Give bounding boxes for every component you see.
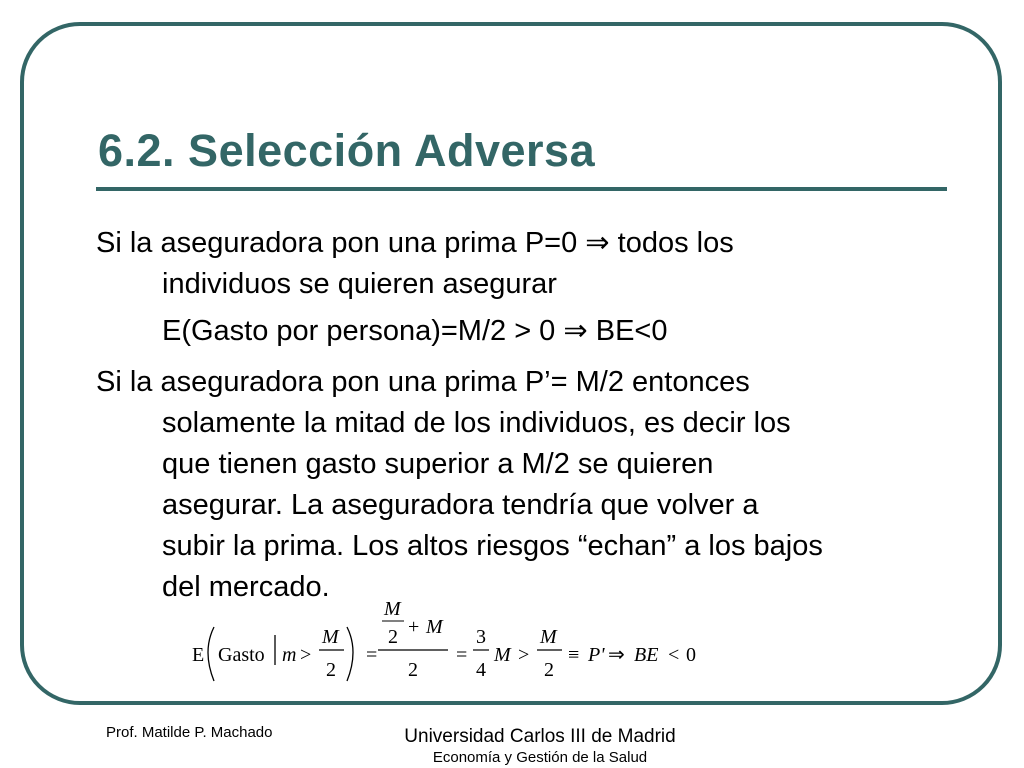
footer-author: Prof. Matilde P. Machado <box>106 724 273 741</box>
formula-gasto: Gasto <box>218 644 265 666</box>
formula-lt: < <box>668 644 680 666</box>
bullet-2-line-2: solamente la mitad de los individuos, es decir los <box>162 407 791 439</box>
formula-svg <box>182 595 742 695</box>
formula-zero: 0 <box>686 644 696 666</box>
formula-be: BE <box>634 644 659 666</box>
formula-frac3-den: 4 <box>476 659 486 681</box>
formula-gt-2: > <box>518 644 530 666</box>
formula-plus: + <box>408 616 420 638</box>
title-underline <box>96 187 947 191</box>
formula-m-2: M <box>494 644 511 666</box>
formula-equiv: ≡ <box>568 644 580 666</box>
formula-gt-1: > <box>300 644 312 666</box>
formula-implies: ⇒ <box>608 644 625 666</box>
formula-eq-2: = <box>456 644 468 666</box>
formula-e: E <box>192 644 205 666</box>
formula-m: m <box>282 644 297 666</box>
formula-frac4-den: 2 <box>544 659 554 681</box>
bullet-2 <box>96 362 966 608</box>
formula-eq-1: = <box>366 644 378 666</box>
bullet-2-line-1: Si la aseguradora pon una prima P’= M/2 entonces <box>96 366 750 398</box>
formula-right-paren <box>347 627 353 681</box>
formula-frac1-num: M <box>322 626 339 648</box>
bullet-1-line-2: individuos se quieren asegurar <box>162 268 557 300</box>
formula-inner-num: M <box>384 598 401 620</box>
footer-course: Economía y Gestión de la Salud <box>432 749 648 766</box>
bullet-1-sub: E(Gasto por persona)=M/2 > 0 ⇒ BE<0 <box>162 315 668 347</box>
formula-inner-den: 2 <box>388 626 398 648</box>
bullet-2-line-5: subir la prima. Los altos riesgos “echan” a los bajos <box>162 530 823 562</box>
bullet-1-line-1: Si la aseguradora pon una prima P=0 ⇒ todos los <box>96 227 734 259</box>
formula-frac4-num: M <box>540 626 557 648</box>
formula-plus-m: M <box>426 616 443 638</box>
formula <box>182 595 742 695</box>
bullet-2-line-6: del mercado. <box>162 571 330 603</box>
formula-frac2-den: 2 <box>408 659 418 681</box>
formula-frac1-den: 2 <box>326 659 336 681</box>
footer-university: Universidad Carlos III de Madrid <box>404 726 676 747</box>
bullet-2-line-3: que tienen gasto superior a M/2 se quieren <box>162 448 714 480</box>
formula-left-paren <box>208 627 214 681</box>
formula-pprime: P' <box>588 644 605 666</box>
formula-frac3-num: 3 <box>476 626 486 648</box>
bullet-2-line-4: asegurar. La aseguradora tendría que volver a <box>162 489 759 521</box>
bullet-1 <box>96 223 966 305</box>
slide-title: 6.2. Selección Adversa <box>98 125 596 176</box>
